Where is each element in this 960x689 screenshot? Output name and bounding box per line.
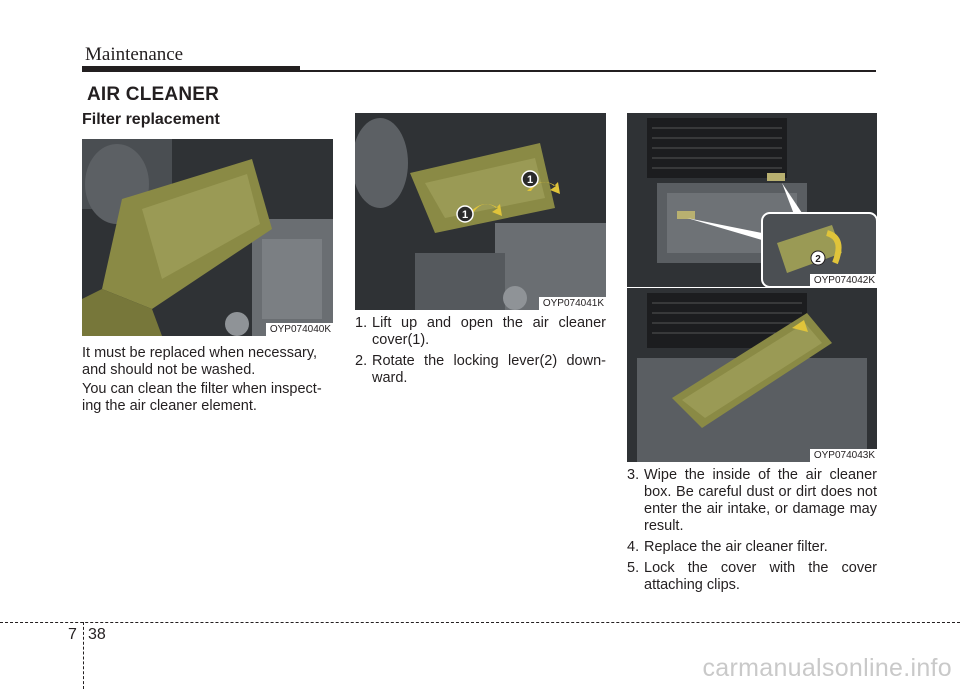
photo-code: OYP074040K (266, 323, 333, 336)
photo-code: OYP074043K (810, 449, 877, 462)
engine-illustration (627, 113, 877, 287)
step-text: Rotate the locking lever(2) down-ward. (372, 353, 606, 386)
step-text: Replace the air cleaner filter. (644, 539, 828, 555)
footer-divider-vertical (83, 622, 84, 689)
step-text: Wipe the inside of the air cleaner box. Be careful dust or dirt does not enter the air intake, or damage may result. (644, 467, 877, 534)
header-rule-thick (82, 66, 300, 72)
section-title: AIR CLEANER (87, 84, 220, 105)
header-rule-thin (300, 70, 876, 72)
watermark: carmanualsonline.info (702, 654, 952, 682)
paragraph-clean: You can clean the filter when inspect-ing the air cleaner element. (82, 381, 322, 414)
footer-divider (0, 622, 960, 623)
step-number: 2. (355, 353, 368, 369)
steps-list-col2 (355, 315, 606, 391)
list-item (627, 560, 877, 594)
photo-open-cover (355, 113, 606, 310)
list-item (627, 539, 877, 556)
engine-illustration (82, 139, 333, 336)
engine-illustration (627, 288, 877, 462)
callout-2: 2 (815, 254, 821, 265)
step-number: 3. (627, 467, 640, 483)
list-item (627, 467, 877, 535)
step-number: 5. (627, 560, 640, 576)
page-number: 38 (88, 626, 106, 643)
photo-replace-filter (627, 288, 877, 462)
engine-illustration (355, 113, 606, 310)
paragraph-replace: It must be replaced when necessary, and should not be washed. (82, 345, 318, 378)
list-item (355, 353, 606, 387)
sub-title: Filter replacement (82, 111, 220, 128)
header-title: Maintenance (85, 44, 184, 65)
callout-1a: 1 (461, 209, 469, 221)
photo-code: OYP074041K (539, 297, 606, 310)
step-number: 4. (627, 539, 640, 555)
list-item (355, 315, 606, 349)
photo-locking-lever (627, 113, 877, 287)
photo-filter-cover (82, 139, 333, 336)
callout-1b: 1 (526, 174, 534, 186)
step-text: Lock the cover with the cover attaching clips. (644, 560, 877, 593)
step-number: 1. (355, 315, 368, 331)
photo-code: OYP074042K (810, 274, 877, 287)
page-chapter: 7 (68, 626, 77, 643)
steps-list-col3 (627, 467, 877, 598)
step-text: Lift up and open the air cleaner cover(1). (372, 315, 606, 348)
